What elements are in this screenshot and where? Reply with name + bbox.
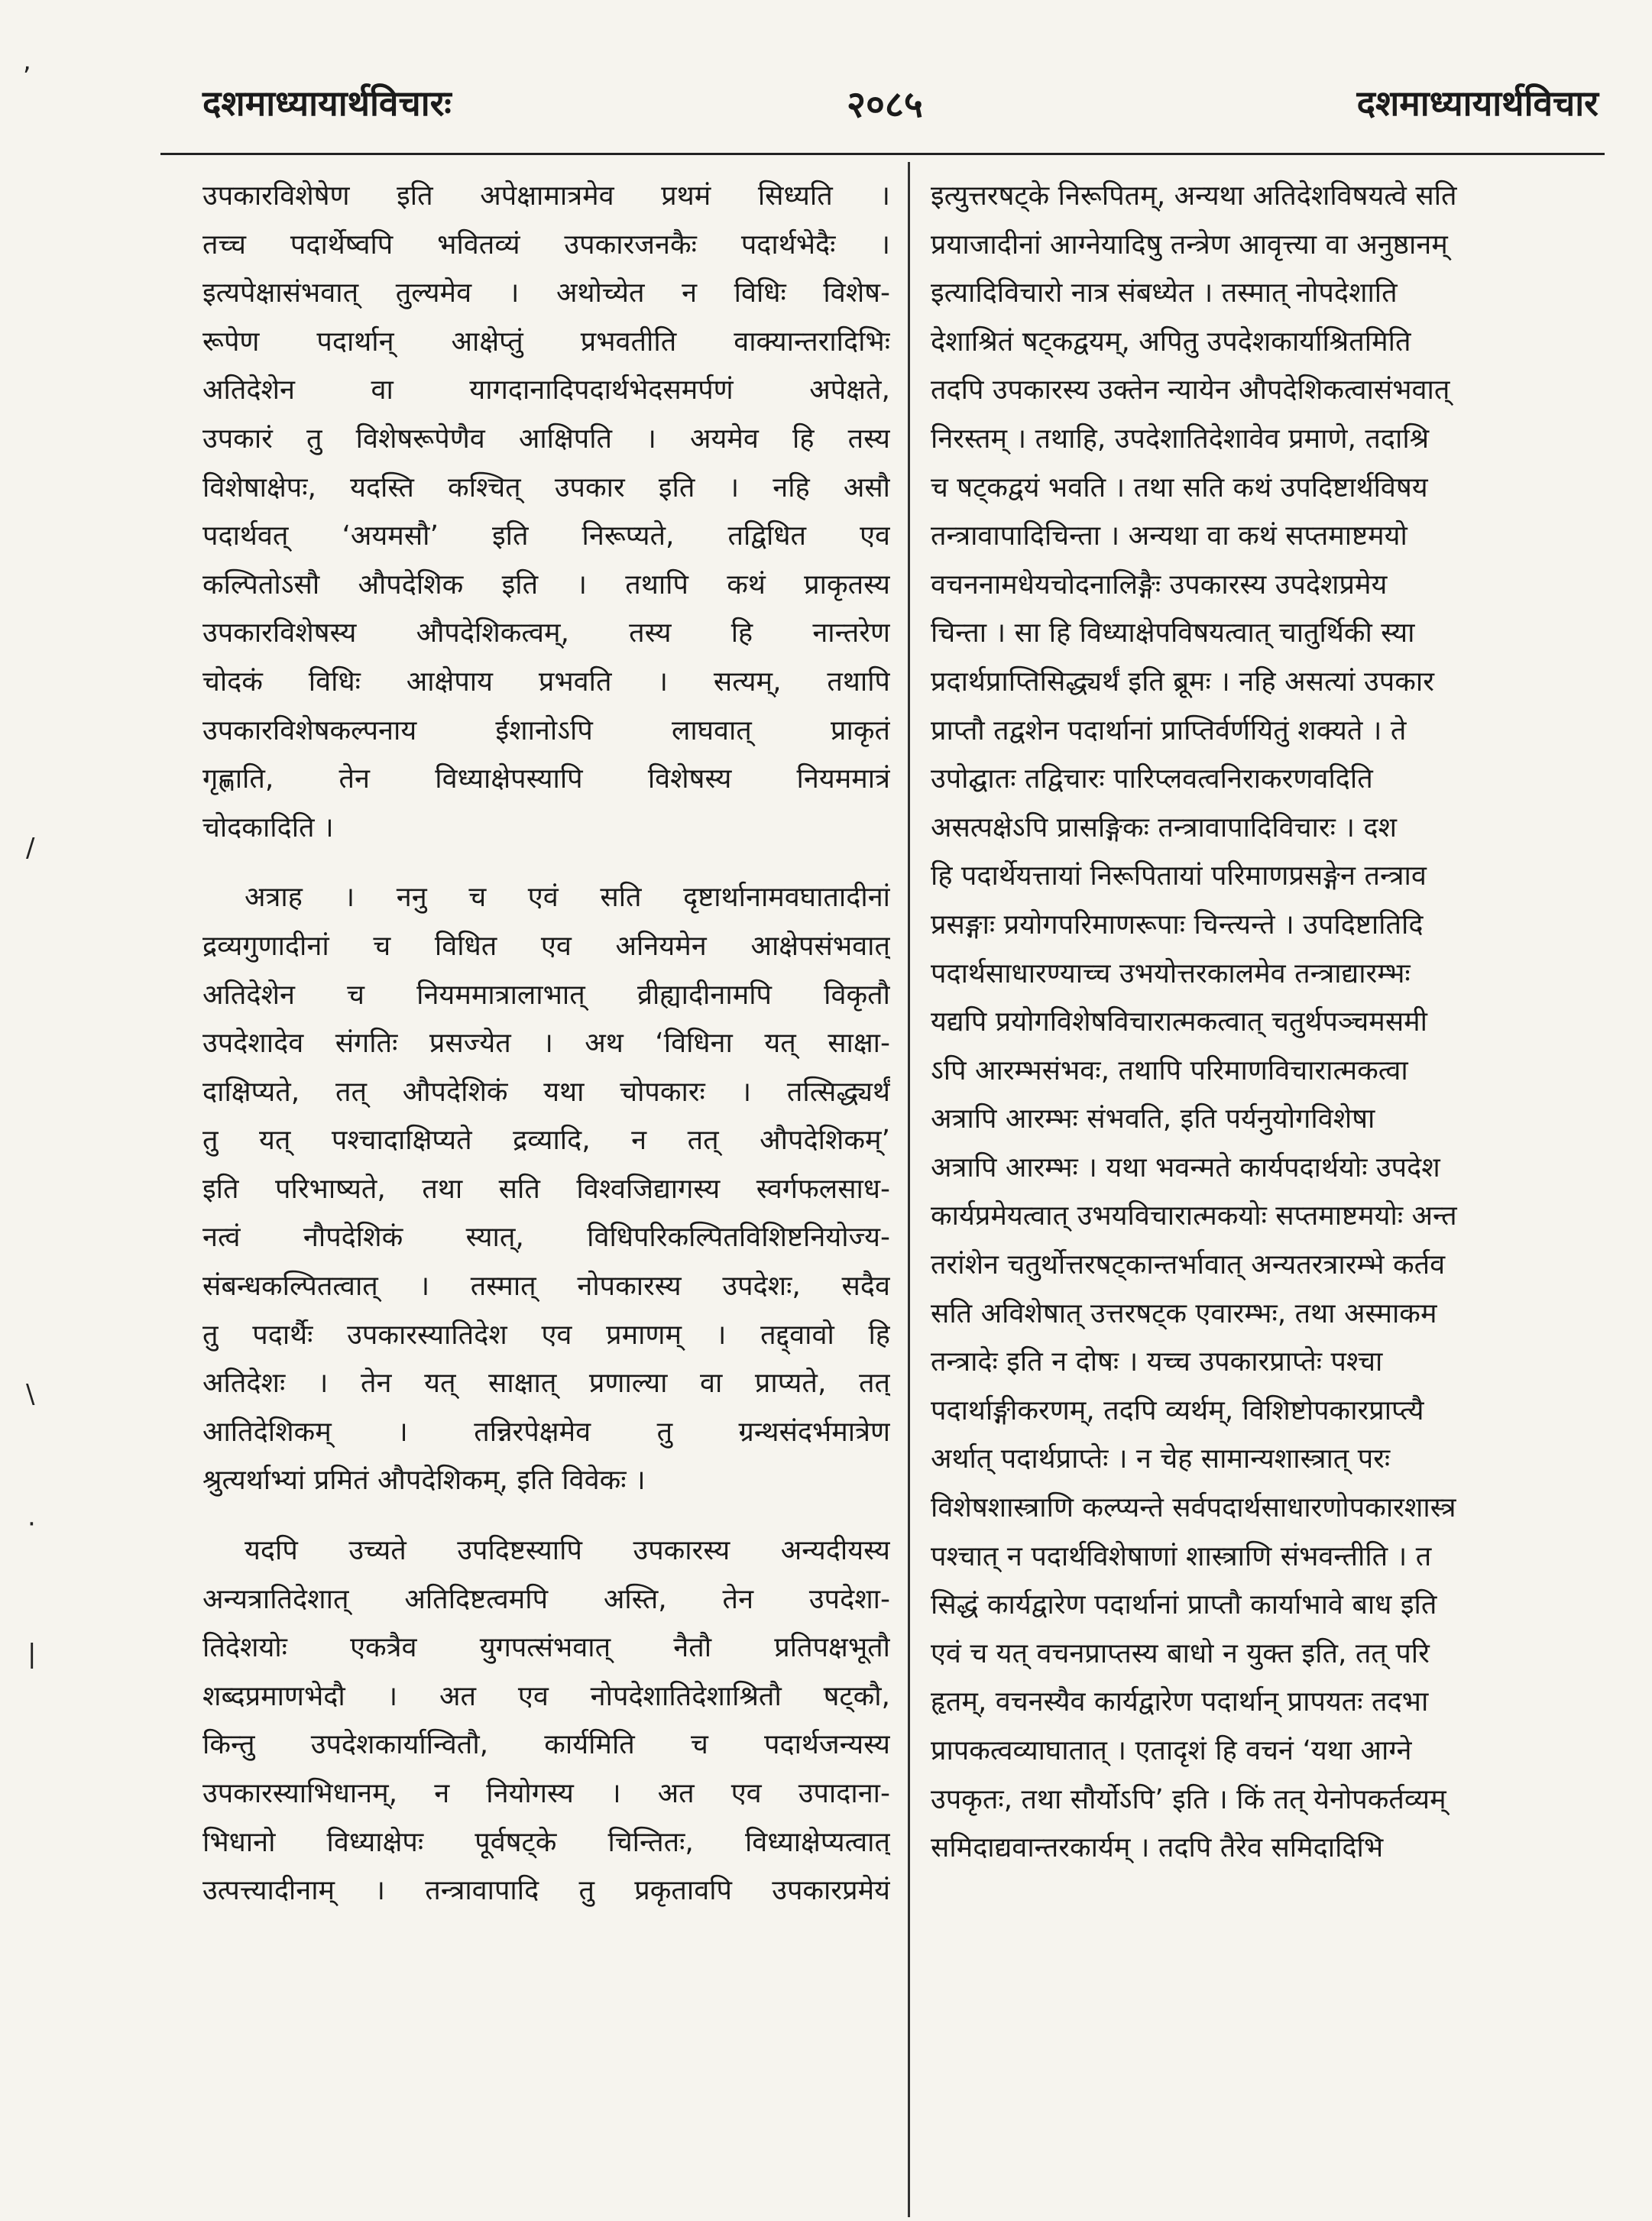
text-line: च षट्कद्वयं भवति । तथा सति कथं उपदिष्टार्थविषय (931, 471, 1428, 503)
text-line: चोदकादिति । (202, 811, 334, 843)
text-line: विशेषशास्त्राणि कल्प्यन्ते सर्वपदार्थसाधारणोपकारशास्त्र (931, 1492, 1456, 1524)
column-divider (908, 162, 910, 2217)
text-line: यद्यपि प्रयोगविशेषविचारात्मकत्वात् चतुर्थपञ्चमसमी (931, 1006, 1428, 1038)
text-line: पदार्थवत् ‘अयमसौ’ इति निरूप्यते, तद्विधित एव (202, 520, 890, 552)
text-line: प्राप्तौ तद्वशेन पदार्थानां प्राप्तिर्वर्णयितुं शक्यते । ते (931, 714, 1407, 746)
header-rule (160, 153, 1605, 155)
margin-mark: · (28, 1509, 36, 1539)
text-line: सति अविशेषात् उत्तरषट्क एवारम्भः, तथा अस्माकम (931, 1297, 1437, 1329)
text-line: सिद्धं कार्यद्वारेण पदार्थानां प्राप्तौ कार्याभावे बाध इति (931, 1589, 1437, 1621)
text-line: पश्चात् न पदार्थविशेषाणां शास्त्राणि संभवन्तीति । त (931, 1540, 1432, 1572)
margin-mark: \ (26, 1379, 35, 1410)
text-line: अतिदेशेन च नियममात्रालाभात् व्रीह्यादीनामपि विकृतौ (202, 979, 890, 1011)
text-line: तच्च पदार्थेष्वपि भवितव्यं उपकारजनकैः पदार्थभेदैः । (202, 228, 890, 261)
text-line: अत्राह । ननु च एवं सति दृष्टार्थानामवघातादीनां (245, 882, 890, 914)
paragraph-gap (202, 1505, 890, 1527)
text-line: तन्त्रावापादिचिन्ता । अन्यथा वा कथं सप्तमाष्टमयो (931, 520, 1407, 552)
text-line: प्रसङ्गाः प्रयोगपरिमाणरूपाः चिन्त्यन्ते । उपदिष्टातिदि (931, 908, 1424, 941)
text-line: तु यत् पश्चादाक्षिप्यते द्रव्यादि, न तत् औपदेशिकम्’ (202, 1125, 890, 1157)
text-line: इत्यादिविचारो नात्र संबध्येत । तस्मात् नोपदेशाति (931, 277, 1398, 309)
text-line: उपकारं तु विशेषरूपेणैव आक्षिपति । अयमेव हि तस्य (202, 423, 890, 455)
margin-mark: | (28, 1639, 37, 1669)
text-line: एवं च यत् वचनप्राप्तस्य बाधो न युक्त इति, तत् परि (931, 1637, 1430, 1669)
text-line: गृह्णाति, तेन विध्याक्षेपस्यापि विशेषस्य नियममात्रं (202, 763, 890, 795)
margin-mark: / (26, 833, 35, 863)
paragraph-gap (202, 852, 890, 873)
text-line: पदार्थसाधारण्याच्च उभयोत्तरकालमेव तन्त्राद्यारम्भः (931, 957, 1411, 989)
text-line: श्रुत्यर्थाभ्यां प्रमितं औपदेशिकम्, इति विवेकः । (202, 1465, 646, 1497)
text-line: तिदेशयोः एकत्रैव युगपत्संभवात् नैतौ प्रतिपक्षभूतौ (202, 1632, 890, 1664)
text-line: कार्यप्रमेयत्वात् उभयविचारात्मकयोः सप्तमाष्टमयोः अन्त (931, 1200, 1457, 1232)
text-line: इति परिभाष्यते, तथा सति विश्वजिद्यागस्य स्वर्गफलसाध- (202, 1173, 890, 1205)
text-line: किन्तु उपदेशकार्यान्वितौ, कार्यमिति च पदार्थजन्यस्य (202, 1729, 890, 1761)
left-column (202, 172, 890, 1915)
text-line: भिधानो विध्याक्षेपः पूर्वषट्के चिन्तितः, विध्याक्षेप्यत्वात् (202, 1826, 890, 1858)
text-line: पदार्थाङ्गीकरणम्, तदपि व्यर्थम्, विशिष्टोपकारप्राप्त्यै (931, 1394, 1424, 1426)
text-line: द्रव्यगुणादीनां च विधित एव अनियमेन आक्षेपसंभवात् (202, 930, 890, 962)
text-line: असत्पक्षेऽपि प्रासङ्गिकः तन्त्रावापादिविचारः । दश (931, 811, 1398, 843)
text-line: वचननामधेयचोदनालिङ्गैः उपकारस्य उपदेशप्रमेय (931, 568, 1388, 601)
text-line: उपकारविशेषकल्पनाय ईशानोऽपि लाघवात् प्राकृतं (202, 714, 890, 746)
text-line: हि पदार्थेयत्तायां निरूपितायां परिमाणप्रसङ्गेन तन्त्राव (931, 860, 1427, 892)
text-line: प्रदार्थप्राप्तिसिद्ध्यर्थं इति ब्रूमः । नहि असत्यां उपकार (931, 665, 1434, 698)
text-line: चिन्ता । सा हि विध्याक्षेपविषयत्वात् चातुर्थिकी स्या (931, 617, 1415, 649)
text-line: संबन्धकल्पितत्वात् । तस्मात् नोपकारस्य उपदेशः, सदैव (202, 1271, 890, 1303)
text-line: आतिदेशिकम् । तन्निरपेक्षमेव तु ग्रन्थसंदर्भमात्रेण (202, 1416, 890, 1448)
running-title-left: दशमाध्यायार्थविचारः (202, 83, 452, 124)
text-line: यदपि उच्यते उपदिष्टस्यापि उपकारस्य अन्यदीयस्य (245, 1535, 890, 1567)
text-line: उत्पत्त्यादीनाम् । तन्त्रावापादि तु प्रकृतावपि उपकारप्रमेयं (202, 1875, 890, 1907)
text-line: हृतम्, वचनस्यैव कार्यद्वारेण पदार्थान् प्रापयतः तदभा (931, 1686, 1429, 1718)
text-line: प्रापकत्वव्याघातात् । एतादृशं हि वचनं ‘यथा आग्ने (931, 1735, 1412, 1766)
text-line: तदपि उपकारस्य उक्तेन न्यायेन औपदेशिकत्वासंभवात् (931, 374, 1450, 406)
text-line: विशेषाक्षेपः, यदस्ति कश्चित् उपकार इति । नहि असौ (202, 471, 890, 503)
margin-mark: , (23, 46, 31, 76)
text-line: प्रयाजादीनां आग्नेयादिषु तन्त्रेण आवृत्त्या वा अनुष्ठानम् (931, 228, 1448, 261)
text-line: अन्यत्रातिदेशात् अतिदिष्टत्वमपि अस्ति, तेन उपदेशा- (202, 1583, 890, 1615)
text-line: अत्रापि आरम्भः संभवति, इति पर्यनुयोगविशेषा (931, 1103, 1375, 1135)
text-line: दाक्षिप्यते, तत् औपदेशिकं यथा चोपकारः । तत्सिद्ध्यर्थं (202, 1076, 890, 1108)
text-line: उपकारविशेषेण इति अपेक्षामात्रमेव प्रथमं सिध्यति । (202, 180, 890, 212)
text-line: उपदेशादेव संगतिः प्रसज्येत । अथ ‘विधिना यत् साक्षा- (202, 1028, 890, 1060)
text-line: कल्पितोऽसौ औपदेशिक इति । तथापि कथं प्राकृतस्य (202, 568, 890, 601)
text-line: उपोद्घातः तद्विचारः पारिप्लवत्वनिराकरणवदिति (931, 763, 1373, 795)
text-line: उपकृतः, तथा सौर्योऽपि’ इति । किं तत् येनोपकर्तव्यम् (931, 1783, 1446, 1815)
text-line: चोदकं विधिः आक्षेपाय प्रभवति । सत्यम्, तथापि (202, 665, 890, 698)
text-line: अतिदेशः । तेन यत् साक्षात् प्रणाल्या वा प्राप्यते, तत् (202, 1368, 890, 1400)
text-line: समिदाद्यवान्तरकार्यम् । तदपि तैरेव समिदादिभि (931, 1832, 1384, 1864)
text-line: इत्युत्तरषट्के निरूपितम्, अन्यथा अतिदेशविषयत्वे सति (931, 180, 1457, 212)
page-header (0, 73, 1652, 134)
text-line: अत्रापि आरम्भः । यथा भवन्मते कार्यपदार्थयोः उपदेश (931, 1151, 1440, 1183)
text-line: अतिदेशेन वा यागदानादिपदार्थभेदसमर्पणं अपेक्षते, (202, 374, 890, 406)
text-line: अर्थात् पदार्थप्राप्तेः । न चेह सामान्यशास्त्रात् परः (931, 1443, 1391, 1475)
text-line: शब्दप्रमाणभेदौ । अत एव नोपदेशातिदेशाश्रितौ षट्कौ, (202, 1680, 890, 1712)
text-line: इत्यपेक्षासंभवात् तुल्यमेव । अथोच्येत न विधिः विशेष- (202, 277, 890, 309)
text-line: रूपेण पदार्थान् आक्षेप्तुं प्रभवतीति वाक्यान्तरादिभिः (202, 325, 890, 358)
right-column (931, 172, 1649, 1873)
text-line: उपकारस्याभिधानम्, न नियोगस्य । अत एव उपादाना- (202, 1778, 890, 1809)
text-line: निरस्तम् । तथाहि, उपदेशातिदेशावेव प्रमाणे, तदाश्रि (931, 423, 1430, 455)
running-title-right: दशमाध्यायार्थविचार (1356, 83, 1599, 124)
text-line: देशाश्रितं षट्कद्वयम्, अपितु उपदेशकार्याश्रितमिति (931, 325, 1411, 358)
text-line: उपकारविशेषस्य औपदेशिकत्वम्, तस्य हि नान्तरेण (202, 617, 890, 649)
text-line: नत्वं नौपदेशिकं स्यात्, विधिपरिकल्पितविशिष्टनियोज्य- (202, 1222, 890, 1254)
text-line: तरांशेन चतुर्थोत्तरषट्कान्तर्भावात् अन्यतरत्रारम्भे कर्तव (931, 1249, 1446, 1281)
text-line: ऽपि आरम्भसंभवः, तथापि परिमाणविचारात्मकत्वा (931, 1054, 1408, 1086)
text-line: तु पदार्थैः उपकारस्यातिदेश एव प्रमाणम् । तद्द्वावो हि (202, 1319, 890, 1351)
page-number: २०८५ (847, 83, 923, 126)
text-line: तन्त्रादेः इति न दोषः । यच्च उपकारप्राप्तेः पश्चा (931, 1346, 1383, 1378)
